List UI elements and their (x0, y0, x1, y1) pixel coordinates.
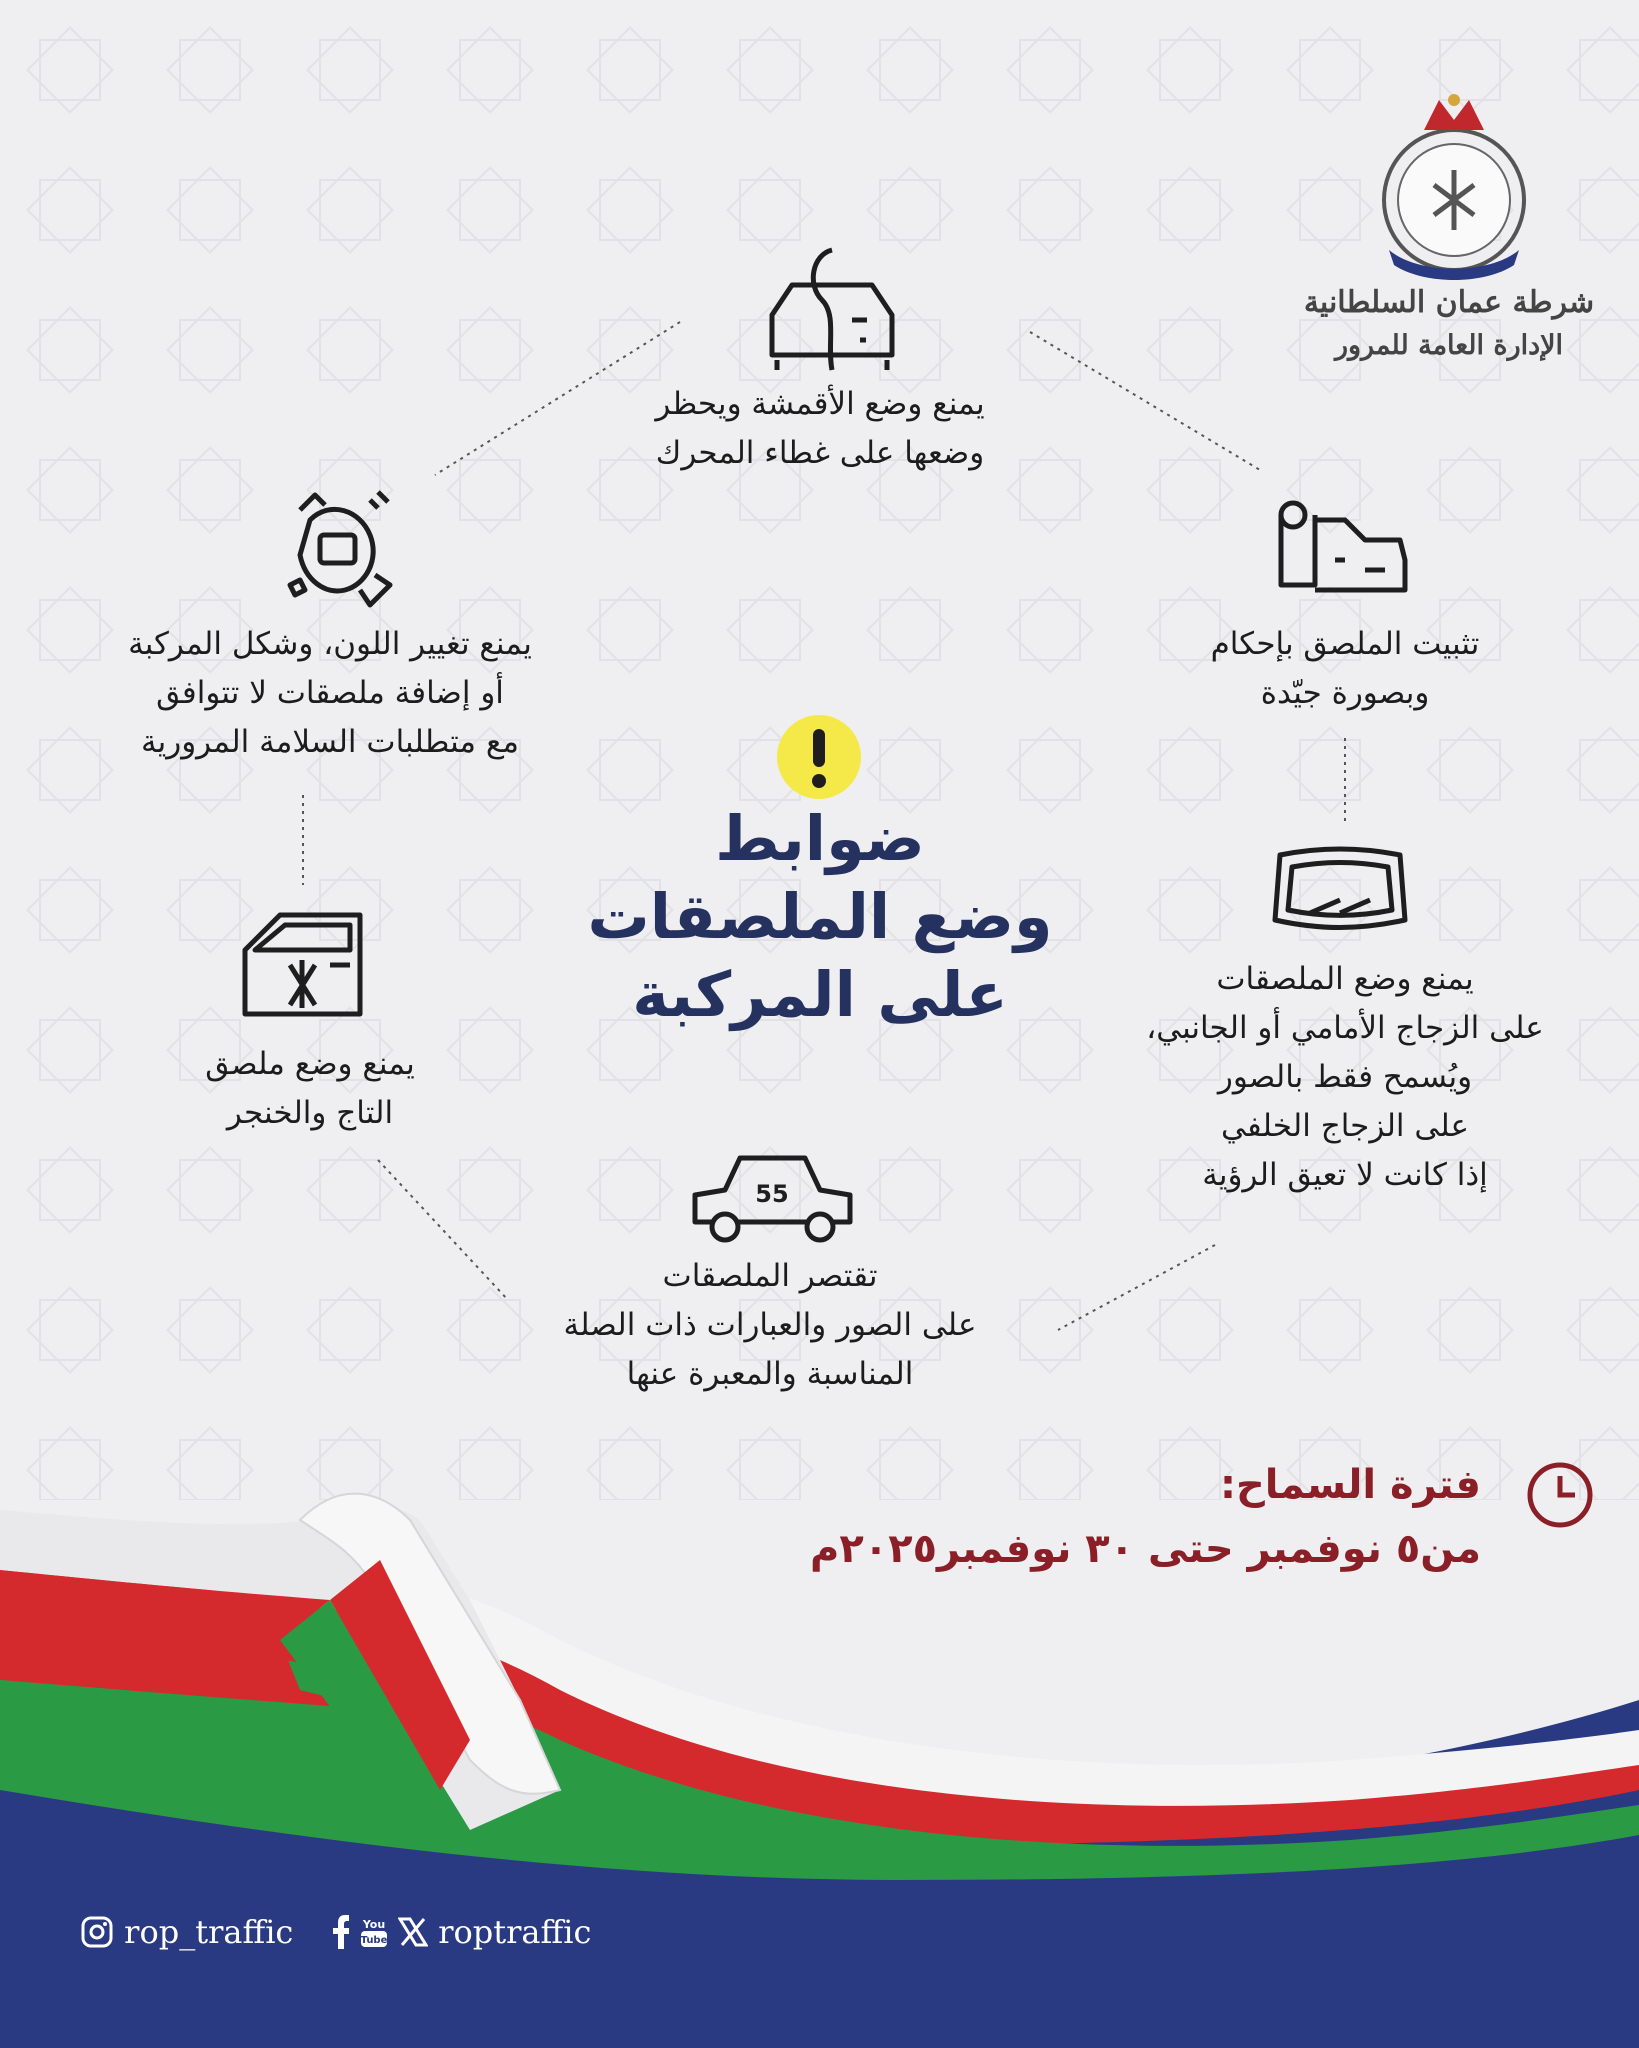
instagram-handle[interactable]: rop_traffic (124, 1912, 294, 1951)
rule-relevant-text: تقتصر الملصقات على الصور والعبارات ذات الصلة المناسبة والمعبرة عنها (563, 1258, 977, 1392)
car-55-icon (690, 1150, 855, 1245)
permit-period-range: من٥ نوفمبر حتى ٣٠ نوفمبر٢٠٢٥م (810, 1526, 1481, 1572)
clock-icon (1525, 1460, 1595, 1530)
car-wrap-roll-icon (1275, 500, 1410, 595)
rule-install-text: تثبيت الملصق بإحكام وبصورة جيّدة (1210, 626, 1480, 711)
instagram-icon[interactable] (80, 1915, 114, 1949)
windshield-icon (1270, 845, 1410, 930)
svg-text:Tube: Tube (360, 1934, 388, 1946)
youtube-icon[interactable] (360, 1915, 388, 1949)
org-name: شرطة عمان السلطانية (1303, 285, 1595, 320)
exclamation-icon (775, 713, 863, 801)
social-bar (80, 1910, 591, 1951)
rule-emblem-text: يمنع وضع ملصق التاج والخنجر (205, 1046, 415, 1131)
car-55-badge: 55 (755, 1180, 789, 1208)
department-name: الإدارة العامة للمرور (1334, 330, 1564, 361)
rule-windshield-text: يمنع وضع الملصقات على الزجاج الأمامي أو الجانبي، ويُسمح فقط بالصور على الزجاج الخلفي إذا كانت لا تعيق الرؤية (1146, 961, 1544, 1193)
permit-period-label: فترة السماح: (1219, 1462, 1481, 1508)
car-door-emblem-icon (240, 910, 365, 1018)
page-title: ضوابط وضع الملصقات على المركبة (587, 802, 1053, 1031)
rule-color-text: يمنع تغيير اللون، وشكل المركبة أو إضافة ملصقات لا تتوافق مع متطلبات السلامة المرورية (128, 626, 532, 760)
social-handle[interactable]: roptraffic (438, 1912, 592, 1951)
facebook-icon[interactable] (332, 1915, 350, 1949)
car-cover-icon (762, 245, 902, 373)
x-icon[interactable] (398, 1917, 428, 1947)
svg-text:You: You (362, 1917, 386, 1931)
rule-fabric-text: يمنع وضع الأقمشة ويحظر وضعها على غطاء المحرك (655, 386, 985, 471)
car-body-parts-icon (270, 480, 405, 610)
